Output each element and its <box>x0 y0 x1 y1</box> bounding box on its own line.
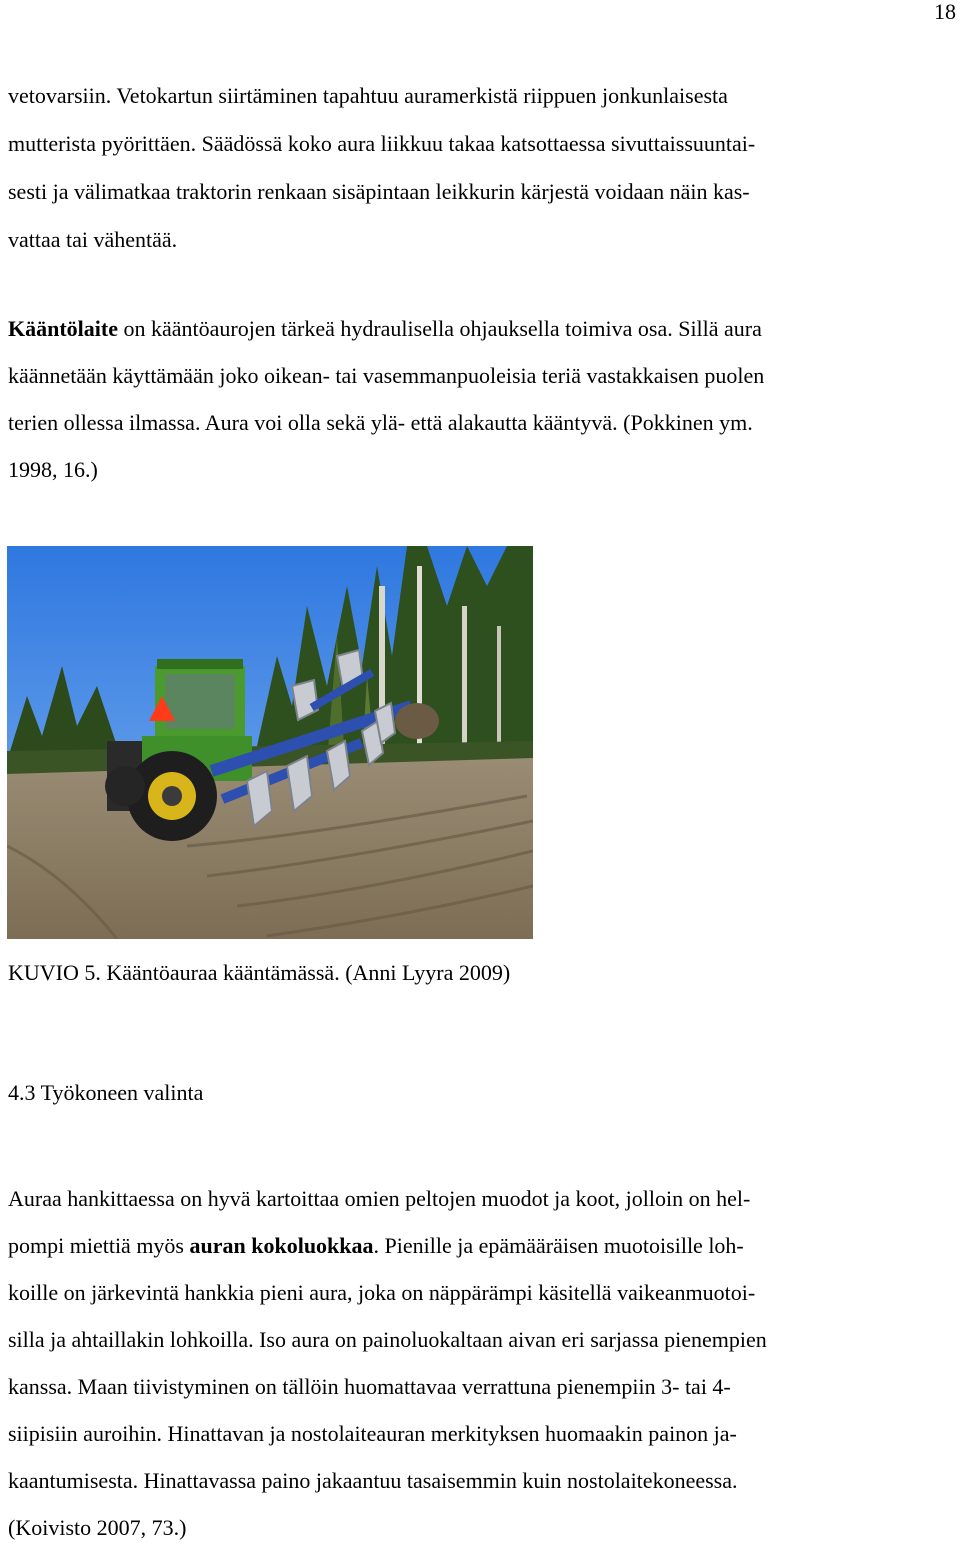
text-line <box>8 1222 952 1269</box>
text-line: vetovarsiin. Vetokartun siirtäminen tapahtuu auramerkistä riippuen jonkunlaisesta <box>8 83 728 108</box>
text-line: 1998, 16.) <box>8 457 98 482</box>
text-fragment: pompi miettiä myös <box>8 1233 190 1258</box>
text-line: silla ja ahtaillakin lohkoilla. Iso aura on painoluokaltaan aivan eri sarjassa pienempien <box>8 1327 767 1352</box>
text-line: (Koivisto 2007, 73.) <box>8 1515 187 1540</box>
paragraph-adjustment <box>8 72 952 264</box>
term-kaantolaite: Kääntölaite <box>8 316 118 341</box>
text-line: Auraa hankittaessa on hyvä kartoittaa omien peltojen muodot ja koot, jolloin on hel- <box>8 1186 751 1211</box>
text-fragment: on kääntöaurojen tärkeä hydraulisella ohjauksella toimiva osa. Sillä aura <box>118 316 762 341</box>
text-line: kaantumisesta. Hinattavassa paino jakaantuu tasaisemmin kuin nostolaitekoneessa. <box>8 1468 738 1493</box>
figure-caption: KUVIO 5. Kääntöauraa kääntämässä. (Anni Lyyra 2009) <box>8 960 511 985</box>
text-line: mutterista pyörittäen. Säädössä koko aura liikkuu takaa katsottaessa sivuttaissuuntai- <box>8 131 756 156</box>
tractor-plough-photo <box>7 546 533 939</box>
text-line: koille on järkevintä hankkia pieni aura, joka on näppärämpi käsitellä vaikeanmuotoi- <box>8 1280 756 1305</box>
text-line: siipisiin auroihin. Hinattavan ja nostolaiteauran merkityksen huomaakin painon ja- <box>8 1421 737 1446</box>
text-line: vattaa tai vähentää. <box>8 227 178 252</box>
figure-photo <box>7 546 533 939</box>
text-line: kanssa. Maan tiivistyminen on tällöin huomattavaa verrattuna pienempiin 3- tai 4- <box>8 1374 731 1399</box>
text-fragment: . Pienille ja epämääräisen muotoisille loh- <box>373 1233 744 1258</box>
text-line <box>8 305 952 352</box>
text-line: käännetään käyttämään joko oikean- tai vasemmanpuoleisia teriä vastakkaisen puolen <box>8 363 765 388</box>
page-number: 18 <box>934 0 956 24</box>
section-heading: 4.3 Työkoneen valinta <box>8 1080 204 1105</box>
text-line: sesti ja välimatkaa traktorin renkaan sisäpintaan leikkurin kärjestä voidaan näin kas- <box>8 179 750 204</box>
term-auran-kokoluokkaa: auran kokoluokkaa <box>189 1233 374 1258</box>
paragraph-turning-device <box>8 305 952 493</box>
text-line: terien ollessa ilmassa. Aura voi olla sekä ylä- että alakautta kääntyvä. (Pokkinen ym. <box>8 410 753 435</box>
paragraph-machine-selection <box>8 1175 952 1551</box>
